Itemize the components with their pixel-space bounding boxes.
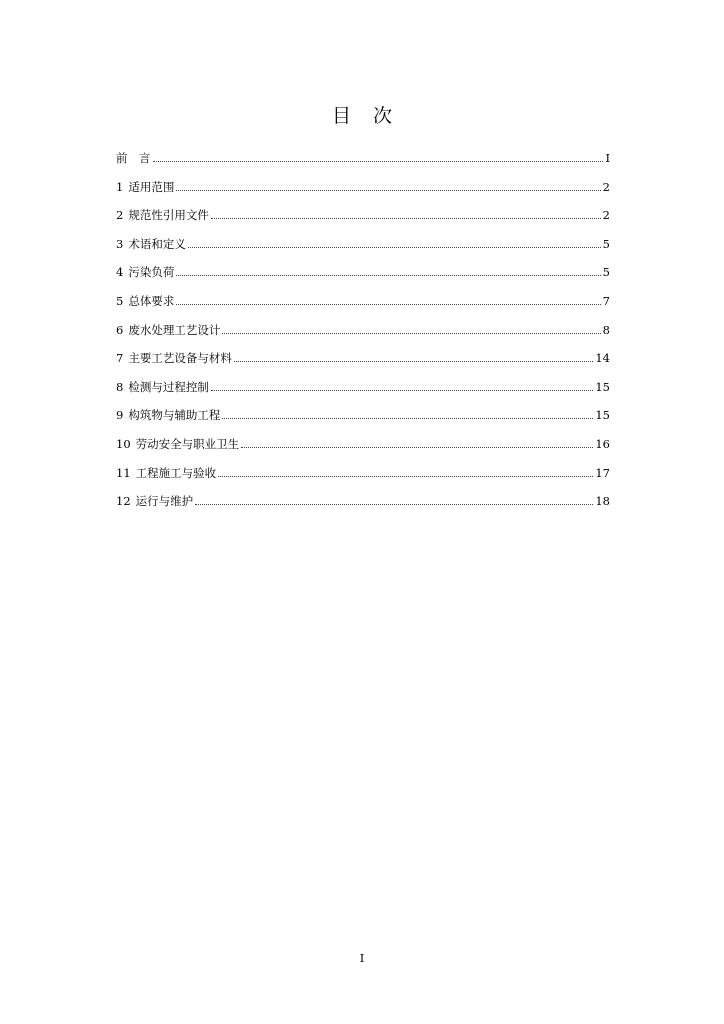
toc-dot-leader: [241, 446, 593, 448]
toc-entry-page: 5: [602, 265, 610, 280]
toc-entry-label: 总体要求: [128, 293, 175, 308]
toc-entry-page: I: [605, 151, 610, 165]
toc-entry-label: 污染负荷: [128, 265, 175, 280]
toc-entry-label: 劳动安全与职业卫生: [135, 436, 240, 451]
toc-entry-page: 14: [595, 351, 610, 366]
toc-entry-page: 7: [602, 293, 610, 308]
toc-entry-page: 16: [595, 436, 610, 451]
toc-entry-label: 前 言: [116, 151, 151, 165]
toc-entry-page: 15: [595, 408, 610, 423]
toc-entry-12[interactable]: [116, 491, 610, 520]
toc-entry-number: 11: [116, 465, 131, 480]
toc-entry-5[interactable]: [116, 291, 610, 320]
toc-entry-page: 2: [602, 208, 610, 223]
toc-entry-page: 8: [602, 322, 610, 337]
toc-dot-leader: [222, 332, 600, 334]
toc-dot-leader: [195, 503, 593, 505]
toc-entry-4[interactable]: [116, 262, 610, 291]
title-char-2: 次: [373, 105, 393, 127]
toc-entry-page: 15: [595, 379, 610, 394]
toc-entry-number: 12: [116, 494, 131, 509]
toc-dot-leader: [211, 217, 601, 219]
toc-entry-label: 工程施工与验收: [135, 465, 217, 480]
toc-entry-label: 检测与过程控制: [128, 379, 209, 394]
toc-entry-number: 1: [116, 179, 124, 194]
toc-entry-label: 构筑物与辅助工程: [128, 408, 221, 423]
toc-dot-leader: [188, 246, 601, 248]
toc-entry-page: 18: [595, 494, 610, 509]
toc-entry-1[interactable]: [116, 177, 610, 206]
toc-entry-page: 17: [595, 465, 610, 480]
toc-entry-7[interactable]: [116, 348, 610, 377]
toc-entry-page: 2: [602, 179, 610, 194]
toc-entry-number: 9: [116, 408, 124, 423]
toc-entry-number: 7: [116, 351, 124, 366]
toc-dot-leader: [234, 360, 594, 362]
toc-entry-number: 8: [116, 379, 124, 394]
toc-dot-leader: [153, 160, 604, 162]
toc-entry-6[interactable]: [116, 320, 610, 349]
toc-entry-number: 4: [116, 265, 124, 280]
toc-entry-9[interactable]: [116, 405, 610, 434]
toc-dot-leader: [176, 303, 600, 305]
toc-entry-foreword[interactable]: [116, 148, 610, 177]
toc-entry-label: 运行与维护: [135, 494, 194, 509]
toc-entry-11[interactable]: [116, 463, 610, 492]
toc-entry-number: 6: [116, 322, 124, 337]
toc-entry-10[interactable]: [116, 434, 610, 463]
toc-entry-label: 适用范围: [128, 179, 175, 194]
toc-entry-page: 5: [602, 236, 610, 251]
toc-dot-leader: [211, 389, 594, 391]
toc-entry-3[interactable]: [116, 234, 610, 263]
toc-entry-8[interactable]: [116, 377, 610, 406]
toc-entry-label: 术语和定义: [128, 236, 186, 251]
toc-entry-number: 10: [116, 436, 131, 451]
toc-dot-leader: [218, 475, 593, 477]
toc-dot-leader: [176, 274, 600, 276]
toc-entry-number: 5: [116, 293, 124, 308]
title-char-1: 目: [331, 105, 351, 127]
table-of-contents: [116, 148, 610, 520]
toc-entry-number: 2: [116, 208, 124, 223]
toc-entry-label: 规范性引用文件: [128, 208, 209, 223]
toc-entry-label: 主要工艺设备与材料: [128, 351, 232, 366]
toc-entry-2[interactable]: [116, 205, 610, 234]
toc-entry-label: 废水处理工艺设计: [128, 322, 221, 337]
page-title: [0, 104, 724, 128]
page-number: I: [359, 951, 365, 965]
toc-dot-leader: [222, 417, 593, 419]
toc-entry-number: 3: [116, 236, 124, 251]
toc-dot-leader: [176, 189, 600, 191]
